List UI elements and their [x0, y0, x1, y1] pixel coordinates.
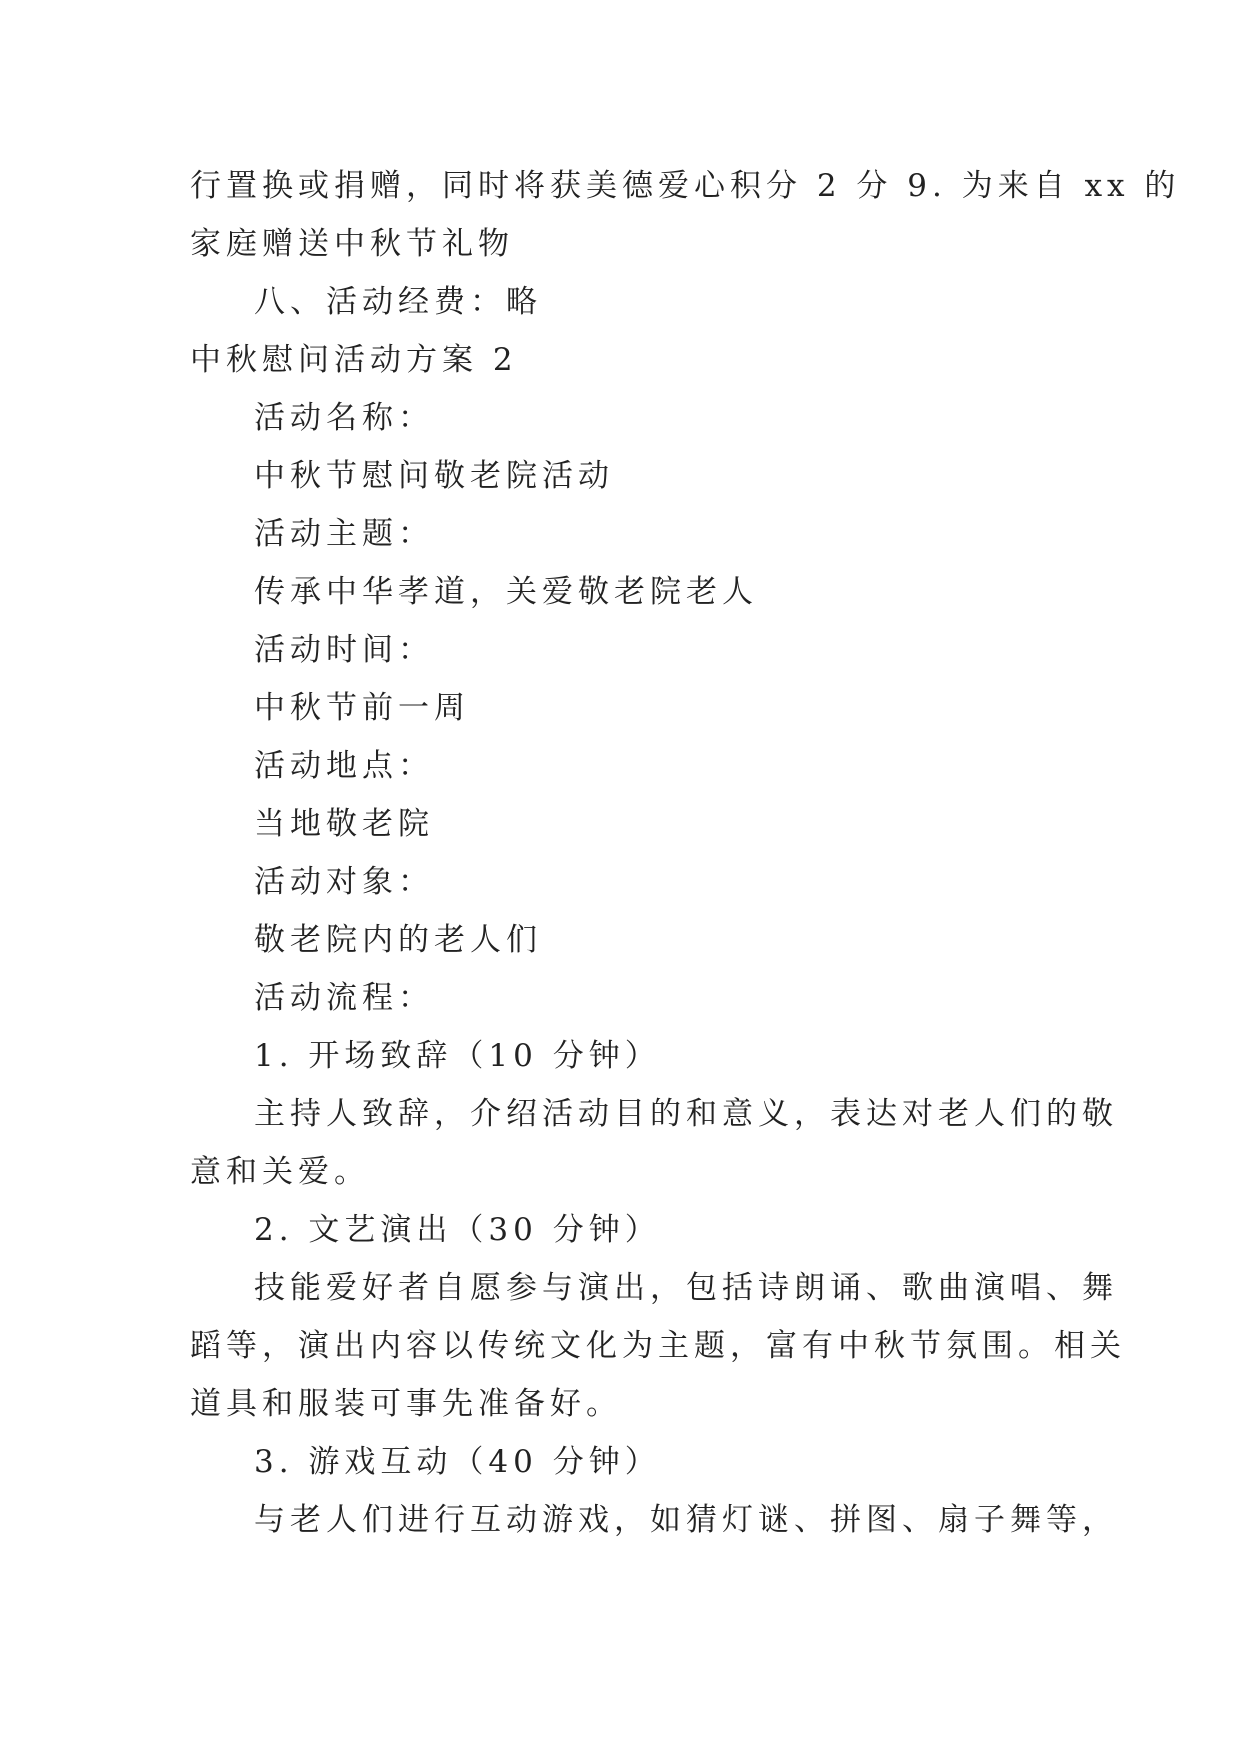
paragraph-line: 主持人致辞，介绍活动目的和意义，表达对老人们的敬: [254, 1096, 1118, 1132]
field-value: 传承中华孝道，关爱敬老院老人: [254, 574, 758, 610]
field-label: 活动地点：: [254, 748, 434, 784]
field-value: 当地敬老院: [254, 806, 434, 842]
step-heading: 2. 文艺演出（30 分钟）: [254, 1212, 661, 1248]
paragraph-line: 与老人们进行互动游戏，如猜灯谜、拼图、扇子舞等，: [254, 1502, 1118, 1538]
text-line: 行置换或捐赠，同时将获美德爱心积分 2 分 9. 为来自 xx 的: [190, 168, 1181, 204]
field-value: 敬老院内的老人们: [254, 922, 542, 958]
step-heading: 1. 开场致辞（10 分钟）: [254, 1038, 661, 1074]
document-body: [190, 157, 1181, 1549]
field-label: 活动主题：: [254, 516, 434, 552]
paragraph-line: 技能爱好者自愿参与演出，包括诗朗诵、歌曲演唱、舞: [254, 1270, 1118, 1306]
paragraph-line: 道具和服装可事先准备好。: [190, 1386, 622, 1422]
step-heading: 3. 游戏互动（40 分钟）: [254, 1444, 661, 1480]
field-label: 活动对象：: [254, 864, 434, 900]
field-label: 活动名称：: [254, 400, 434, 436]
section-heading: 八、活动经费：略: [254, 284, 542, 320]
field-value: 中秋节前一周: [254, 690, 470, 726]
field-value: 中秋节慰问敬老院活动: [254, 458, 614, 494]
paragraph-line: 意和关爱。: [190, 1154, 370, 1190]
plan-title: 中秋慰问活动方案 2: [190, 342, 518, 378]
field-label: 活动流程：: [254, 980, 434, 1016]
text-line: 家庭赠送中秋节礼物: [190, 226, 514, 262]
field-label: 活动时间：: [254, 632, 434, 668]
paragraph-line: 蹈等，演出内容以传统文化为主题，富有中秋节氛围。相关: [190, 1328, 1126, 1364]
